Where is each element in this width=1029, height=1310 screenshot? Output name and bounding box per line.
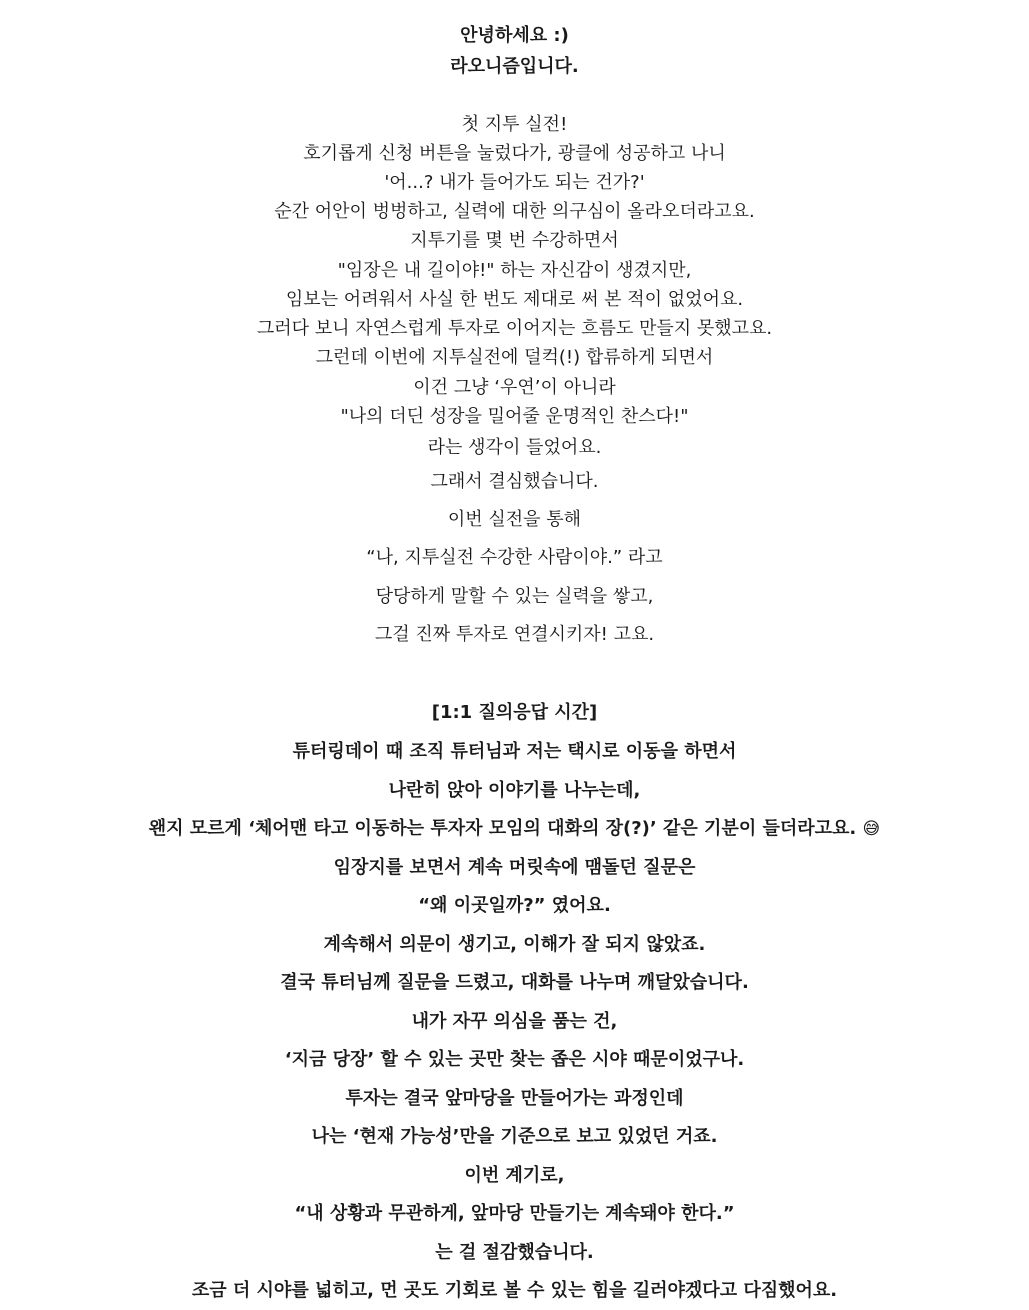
story-line: “나, 지투실전 수강한 사람이야.” 라고	[366, 547, 663, 568]
story-line: 지투기를 몇 번 수강하면서	[410, 230, 619, 251]
section-line: 나는 ‘현재 가능성’만을 기준으로 보고 있었던 거죠.	[311, 1126, 718, 1147]
story-line: 이번 실전을 통해	[447, 509, 582, 530]
story-line: '어...? 내가 들어가도 되는 건가?'	[384, 172, 645, 193]
story-line: "나의 더딘 성장을 밀어줄 운명적인 찬스다!"	[340, 406, 689, 427]
section-line: 는 걸 절감했습니다.	[435, 1242, 594, 1263]
section-line: “왜 이곳일까?” 였어요.	[418, 895, 611, 916]
section-line: 계속해서 의문이 생기고, 이해가 잘 되지 않았죠.	[323, 934, 706, 955]
story-line: 순간 어안이 벙벙하고, 실력에 대한 의구심이 올라오더라고요.	[274, 201, 755, 222]
section-line: 나란히 앉아 이야기를 나누는데,	[388, 780, 641, 801]
section-line: 결국 튜터님께 질문을 드렸고, 대화를 나누며 깨달았습니다.	[280, 972, 749, 993]
story-line: 당당하게 말할 수 있는 실력을 쌓고,	[375, 586, 654, 607]
story-line: 그걸 진짜 투자로 연결시키자! 고요.	[374, 624, 655, 645]
author-intro-line: 라오니즘입니다.	[450, 56, 579, 77]
story-line: 그래서 결심했습니다.	[430, 471, 599, 492]
story-line: 라는 생각이 들었어요.	[427, 437, 602, 458]
section-line: 임장지를 보면서 계속 머릿속에 맴돌던 질문은	[333, 857, 696, 878]
section-line: 이번 계기로,	[464, 1165, 565, 1186]
section-line: ‘지금 당장’ 할 수 있는 곳만 찾는 좁은 시야 때문이었구나.	[284, 1049, 745, 1070]
section-line: 내가 자꾸 의심을 품는 건,	[411, 1011, 618, 1032]
section-line: 조금 더 시야를 넓히고, 먼 곳도 기회로 볼 수 있는 힘을 길러야겠다고 다짐했어요.	[191, 1280, 838, 1301]
story-line: 그런데 이번에 지투실전에 덜컥(!) 합류하게 되면서	[315, 347, 714, 368]
story-line: 그러다 보니 자연스럽게 투자로 이어지는 흐름도 만들지 못했고요.	[256, 318, 773, 339]
story-line: 첫 지투 실전!	[461, 114, 568, 135]
section-line-text: 왠지 모르게 ‘체어맨 타고 이동하는 투자자 모임의 대화의 장(?)’ 같은 기분이 들더라고요.	[148, 818, 857, 839]
section-line: 튜터링데이 때 조직 튜터님과 저는 택시로 이동을 하면서	[292, 741, 737, 762]
section-line: 투자는 결국 앞마당을 만들어가는 과정인데	[345, 1088, 684, 1109]
greeting-line: 안녕하세요 :)	[460, 25, 569, 46]
sweat-smile-emoji-icon: 😅	[862, 819, 881, 839]
story-line: 이건 그냥 ‘우연’이 아니라	[413, 377, 616, 398]
story-line: 호기롭게 신청 버튼을 눌렀다가, 광클에 성공하고 나니	[303, 143, 726, 164]
section-line: “내 상황과 무관하게, 앞마당 만들기는 계속돼야 한다.”	[294, 1203, 735, 1224]
section-heading: [1:1 질의응답 시간]	[431, 702, 598, 723]
section-line-with-emoji	[0, 817, 1029, 841]
story-line: 임보는 어려워서 사실 한 번도 제대로 써 본 적이 없었어요.	[285, 289, 744, 310]
story-line: "임장은 내 길이야!" 하는 자신감이 생겼지만,	[337, 260, 692, 281]
